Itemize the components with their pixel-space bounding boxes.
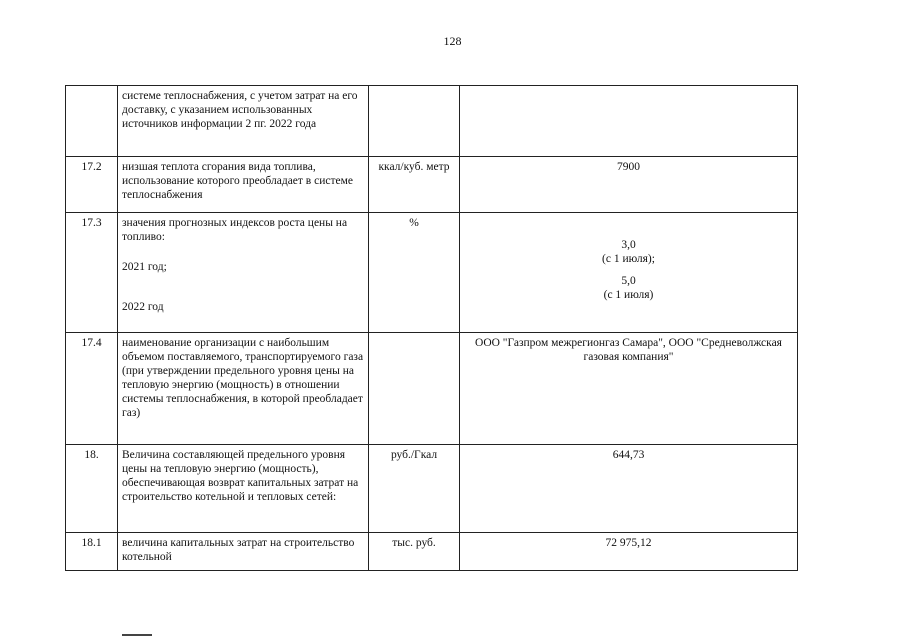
row-unit: % — [369, 213, 460, 333]
sub-note: (с 1 июля) — [603, 289, 654, 301]
table-row — [66, 333, 798, 445]
tariff-table — [65, 85, 798, 571]
scan-edge-mark — [122, 634, 152, 636]
table-row — [66, 533, 798, 571]
table-row — [66, 213, 798, 333]
row-value — [460, 86, 798, 157]
row-description-block — [118, 213, 369, 333]
row-unit: руб./Гкал — [369, 445, 460, 533]
sub-value: 3,0 — [621, 239, 636, 251]
row-number: 18. — [66, 445, 118, 533]
sub-label-2022: 2022 год — [122, 301, 164, 313]
row-description: величина капитальных затрат на строительство котельной — [118, 533, 369, 571]
row-unit: тыс. руб. — [369, 533, 460, 571]
row-number: 17.3 — [66, 213, 118, 333]
row-value: 72 975,12 — [460, 533, 798, 571]
row-description: системе теплоснабжения, с учетом затрат на его доставку, с указанием использованных источников информации 2 пг. 2022 года — [118, 86, 369, 157]
row-description: наименование организации с наибольшим объемом поставляемого, транспортируемого газа (при утверждении предельного уровня цены на тепловую энергию (мощность) в отношении системы теплоснабжения, в которой преобладает газ) — [118, 333, 369, 445]
table-row — [66, 445, 798, 533]
sub-value-2022 — [464, 274, 793, 302]
table-row — [66, 86, 798, 157]
row-number — [66, 86, 118, 157]
row-number: 17.2 — [66, 157, 118, 213]
row-value: ООО "Газпром межрегионгаз Самара", ООО "Средневолжская газовая компания" — [460, 333, 798, 445]
row-value: 7900 — [460, 157, 798, 213]
row-description: Величина составляющей предельного уровня цены на тепловую энергию (мощность), обеспечивающая возврат капитальных затрат на строительство котельной и тепловых сетей: — [118, 445, 369, 533]
row-value-block — [460, 213, 798, 333]
sub-value-2021 — [464, 238, 793, 266]
page-number: 128 — [443, 34, 462, 48]
row-description: низшая теплота сгорания вида топлива, использование которого преобладает в системе теплоснабжения — [118, 157, 369, 213]
sub-value: 5,0 — [621, 275, 636, 287]
sub-note: (с 1 июля); — [602, 253, 655, 265]
row-number: 17.4 — [66, 333, 118, 445]
row-description: значения прогнозных индексов роста цены на топливо: — [122, 217, 348, 243]
row-unit: ккал/куб. метр — [369, 157, 460, 213]
row-unit — [369, 333, 460, 445]
sub-label-2021: 2021 год; — [122, 261, 167, 273]
row-unit — [369, 86, 460, 157]
row-number: 18.1 — [66, 533, 118, 571]
row-value: 644,73 — [460, 445, 798, 533]
table-row — [66, 157, 798, 213]
